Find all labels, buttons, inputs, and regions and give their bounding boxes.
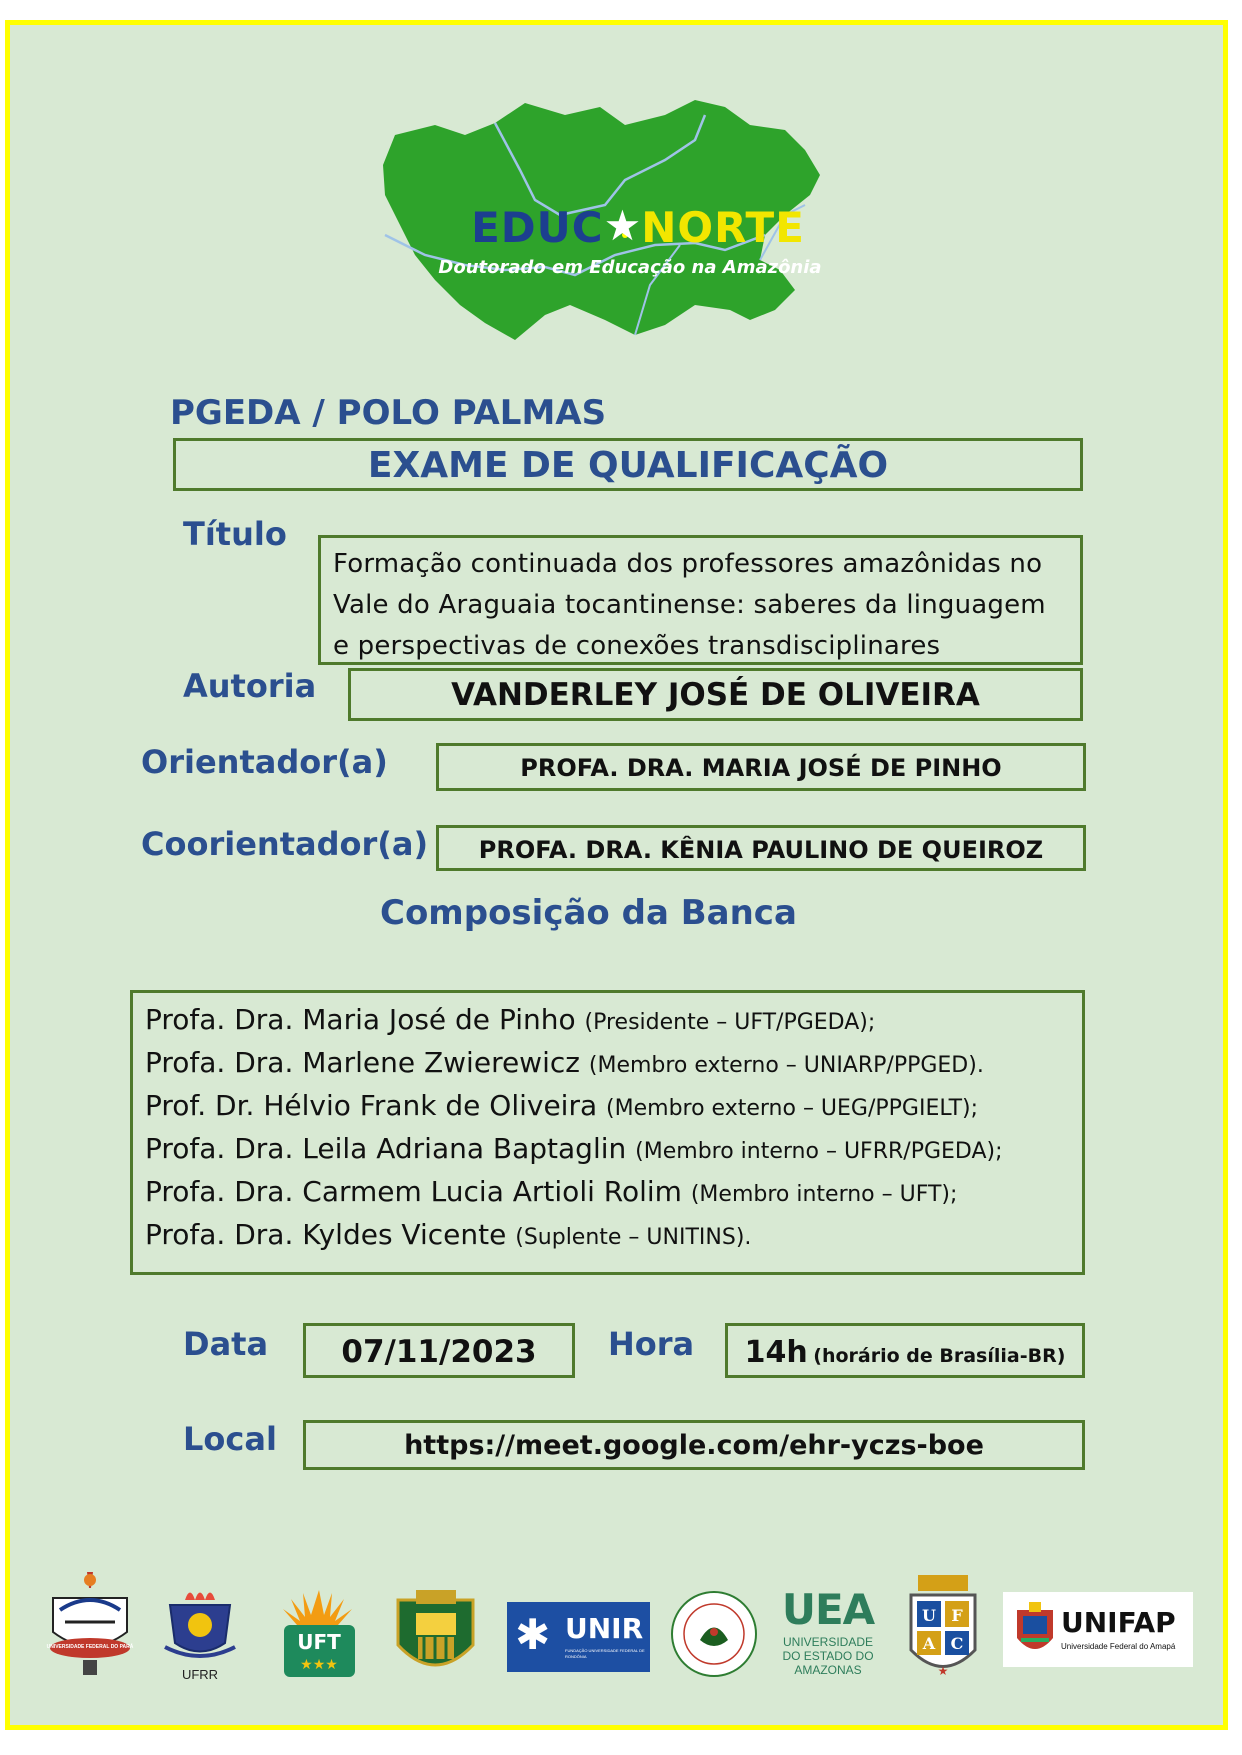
- banca-member: [145, 1132, 1003, 1165]
- banca-heading: Composição da Banca: [380, 893, 797, 933]
- banca-member: [145, 1089, 978, 1122]
- meeting-link[interactable]: https://meet.google.com/ehr-yczs-boe: [404, 1430, 984, 1461]
- coorientador-value: PROFA. DRA. KÊNIA PAULINO DE QUEIROZ: [478, 836, 1044, 864]
- program-title: PGEDA / POLO PALMAS: [170, 393, 607, 433]
- banca-box: [130, 990, 1085, 1275]
- orientador-label: Orientador(a): [141, 743, 388, 781]
- unir-logo: [507, 1602, 650, 1672]
- orientador-value: PROFA. DRA. MARIA JOSÉ DE PINHO: [520, 754, 1002, 782]
- ufac-letter: F: [951, 1606, 963, 1625]
- banca-member-name: Profa. Dra. Maria José de Pinho: [145, 1003, 576, 1036]
- titulo-label: Título: [183, 515, 287, 553]
- data-value: 07/11/2023: [341, 1334, 537, 1370]
- local-label: Local: [183, 1420, 277, 1458]
- banca-member-role: (Membro interno – UFRR/PGEDA);: [635, 1139, 1003, 1164]
- banca-member-role: (Membro externo – UNIARP/PPGED).: [588, 1053, 984, 1078]
- logo-word-norte: NORTE: [641, 203, 805, 252]
- uea-caption: UNIVERSIDADE DO ESTADO DO AMAZONAS: [782, 1635, 874, 1677]
- hora-label: Hora: [608, 1325, 695, 1363]
- banca-member-name: Profa. Dra. Leila Adriana Baptaglin: [145, 1132, 627, 1165]
- banca-member-role: (Presidente – UFT/PGEDA);: [584, 1010, 876, 1035]
- educ-norte-logo: [365, 95, 885, 360]
- ufpa-caption: UNIVERSIDADE FEDERAL DO PARÁ: [46, 1644, 134, 1650]
- banca-member-role: (Membro interno – UFT);: [690, 1182, 958, 1207]
- banca-member: [145, 1003, 875, 1036]
- uft-wordmark: UFT: [297, 1630, 341, 1654]
- banca-member-role: (Membro externo – UEG/PPGIELT);: [606, 1096, 979, 1121]
- banca-member-name: Profa. Dra. Marlene Zwierewicz: [145, 1046, 580, 1079]
- banca-member: [145, 1046, 984, 1079]
- titulo-value: [333, 544, 1072, 667]
- banca-member-name: Profa. Dra. Kyldes Vicente: [145, 1218, 507, 1251]
- coorientador-label: Coorientador(a): [141, 825, 429, 863]
- page: [5, 20, 1228, 1730]
- orientador-box: [436, 743, 1086, 791]
- hora-box: [725, 1323, 1085, 1378]
- uft-stars-icon: ★★★: [300, 1656, 338, 1672]
- upb-crest-logo: [388, 1585, 483, 1685]
- ufpa-logo: [45, 1570, 135, 1680]
- ufac-logo: [903, 1575, 983, 1685]
- autoria-box: [348, 668, 1083, 721]
- titulo-box: [318, 535, 1083, 665]
- ufac-letter: A: [922, 1634, 936, 1653]
- data-box: [303, 1323, 575, 1378]
- uft-logo: [272, 1585, 367, 1685]
- uea-logo: [778, 1585, 878, 1685]
- banca-member-name: Profa. Dra. Carmem Lucia Artioli Rolim: [145, 1175, 682, 1208]
- unifap-wordmark: UNIFAP: [1061, 1606, 1176, 1639]
- local-box: [303, 1420, 1085, 1470]
- ufac-letter: U: [922, 1606, 936, 1625]
- hora-value: 14h: [744, 1335, 808, 1370]
- banca-member: [145, 1218, 751, 1251]
- hora-value-line: [728, 1335, 1082, 1370]
- banca-member-role: (Suplente – UNITINS).: [515, 1225, 752, 1250]
- data-label: Data: [183, 1325, 269, 1363]
- exam-title: EXAME DE QUALIFICAÇÃO: [367, 445, 889, 486]
- unifap-caption: Universidade Federal do Amapá: [1061, 1642, 1176, 1651]
- titulo-line: e perspectivas de conexões transdisciplinares: [333, 631, 941, 661]
- titulo-line: Formação continuada dos professores amazônidas no: [333, 549, 1043, 579]
- banca-member: [145, 1175, 957, 1208]
- logo-tagline: Doutorado em Educação na Amazônia: [438, 257, 822, 278]
- ufac-star-icon: ★: [937, 1664, 949, 1678]
- exam-title-box: [173, 438, 1083, 491]
- autoria-value: VANDERLEY JOSÉ DE OLIVEIRA: [451, 677, 980, 713]
- logo-star-icon: ★: [603, 202, 642, 249]
- hora-note: (horário de Brasília-BR): [813, 1345, 1066, 1367]
- autoria-label: Autoria: [183, 667, 317, 705]
- unir-wordmark: UNIR: [565, 1612, 644, 1645]
- unifap-logo: [1003, 1592, 1193, 1667]
- banca-member-name: Prof. Dr. Hélvio Frank de Oliveira: [145, 1089, 598, 1122]
- ufam-seal-logo: [670, 1590, 758, 1678]
- coorientador-box: [436, 825, 1086, 871]
- unifap-crest-icon: [1013, 1600, 1057, 1660]
- ufac-letter: C: [950, 1634, 964, 1653]
- uea-wordmark: UEA: [781, 1585, 875, 1634]
- logo-word-educ: EDUC: [471, 203, 604, 252]
- unir-star-icon: ✱: [515, 1611, 551, 1658]
- unir-caption: FUNDAÇÃO UNIVERSIDADE FEDERAL DE RONDÔNIA: [565, 1648, 645, 1659]
- ufrr-caption: UFRR: [181, 1667, 219, 1682]
- ufrr-logo: [155, 1585, 245, 1685]
- titulo-line: Vale do Araguaia tocantinense: saberes da linguagem: [333, 590, 1046, 620]
